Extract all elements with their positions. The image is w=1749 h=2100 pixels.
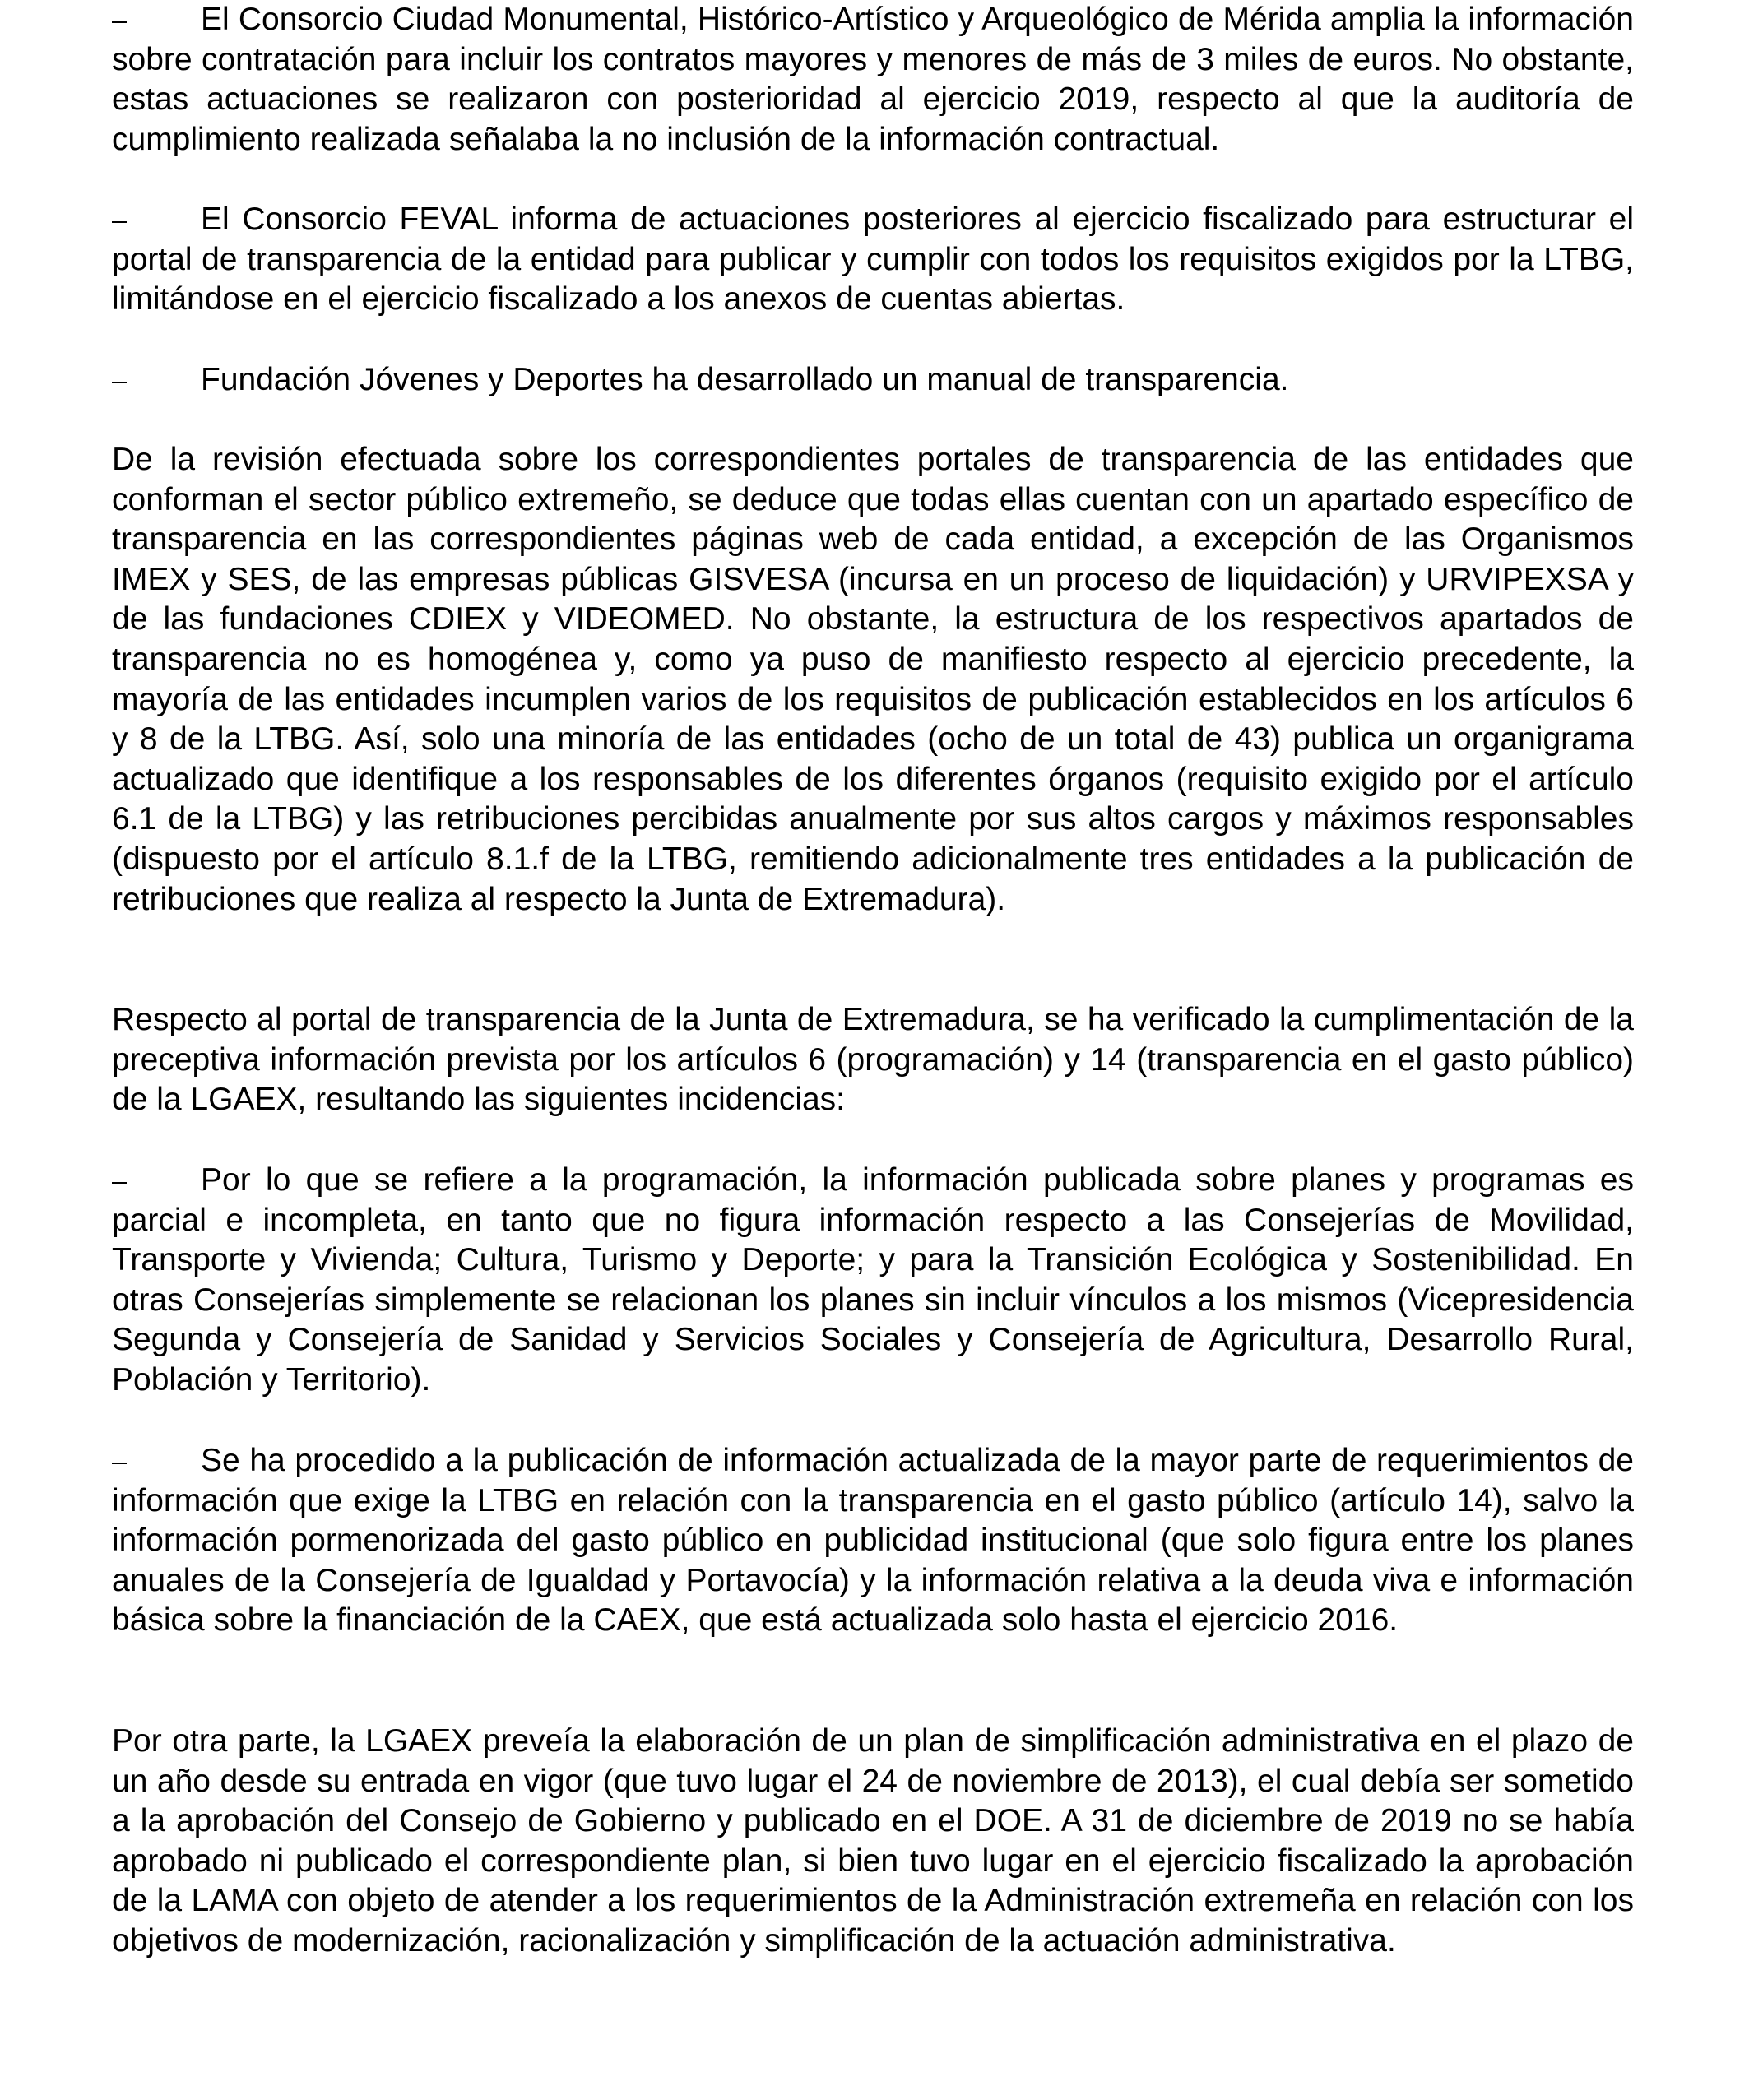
bullet-item-programacion <box>112 1161 1634 1401</box>
bullet-text: Fundación Jóvenes y Deportes ha desarrollado un manual de transparencia. <box>201 362 1289 397</box>
paragraph-revision-portales: De la revisión efectuada sobre los correspondientes portales de transparencia de las entidades que conforman el sector público extremeño, se deduce que todas ellas cuentan con un apartado específico de transparencia en las correspondientes páginas web de cada entidad, a excepción de las Organismos IMEX y SES, de las empresas públicas GISVESA (incursa en un proceso de liquidación) y URVIPEXSA y de las fundaciones CDIEX y VIDEOMED. No obstante, la estructura de los respectivos apartados de transparencia no es homogénea y, como ya puso de manifiesto respecto al ejercicio precedente, la mayoría de las entidades incumplen varios de los requisitos de publicación establecidos en los artículos 6 y 8 de la LTBG. Así, solo una minoría de las entidades (ocho de un total de 43) publica un organigrama actualizado que identifique a los responsables de los diferentes órganos (requisito exigido por el artículo 6.1 de la LTBG) y las retribuciones percibidas anualmente por sus altos cargos y máximos responsables (dispuesto por el artículo 8.1.f de la LTBG, remitiendo adicionalmente tres entidades a la publicación de retribuciones que realiza al respecto la Junta de Extremadura). <box>112 442 1634 917</box>
paragraph-portal-junta: Respecto al portal de transparencia de la Junta de Extremadura, se ha verificado la cumplimentación de la preceptiva información prevista por los artículos 6 (programación) y 14 (transparencia en el gasto público) de la LGAEX, resultando las siguientes incidencias: <box>112 1002 1634 1118</box>
bullet-text: Se ha procedido a la publicación de información actualizada de la mayor parte de requerimientos de información que exige la LTBG en relación con la transparencia en el gasto público (artículo 14), salvo la información pormenorizada del gasto público en publicidad institucional (que solo figura entre los planes anuales de la Consejería de Igualdad y Portavocía) y la información relativa a la deuda viva e información básica sobre la financiación de la CAEX, que está actualizada solo hasta el ejercicio 2016. <box>112 1443 1634 1639</box>
paragraph-simplificacion: Por otra parte, la LGAEX preveía la elaboración de un plan de simplificación administrativa en el plazo de un año desde su entrada en vigor (que tuvo lugar el 24 de noviembre de 2013), el cual debía ser sometido a la aprobación del Consejo de Gobierno y publicado en el DOE. A 31 de diciembre de 2019 no se había aprobado ni publicado el correspondiente plan, si bien tuvo lugar en el ejercicio fiscalizado la aprobación de la LAMA con objeto de atender a los requerimientos de la Administración extremeña en relación con los objetivos de modernización, racionalización y simplificación de la actuación administrativa. <box>112 1723 1634 1959</box>
bullet-text: Por lo que se refiere a la programación, la información publicada sobre planes y programas es parcial e incompleta, en tanto que no figura información respecto a las Consejerías de Movilidad, Transporte y Vivienda; Cultura, Turismo y Deporte; y para la Transición Ecológica y Sostenibilidad. En otras Consejerías simplemente se relacionan los planes sin incluir vínculos a los mismos (Vicepresidencia Segunda y Consejería de Sanidad y Servicios Sociales y Consejería de Agricultura, Desarrollo Rural, Población y Territorio). <box>112 1162 1634 1398</box>
bullet-item-consorcio-feval <box>112 200 1634 320</box>
bullet-item-fundacion-jovenes <box>112 360 1634 401</box>
bullet-item-gasto-publico <box>112 1441 1634 1641</box>
bullet-text: El Consorcio Ciudad Monumental, Histórico-Artístico y Arqueológico de Mérida amplia la información sobre contratación para incluir los contratos mayores y menores de más de 3 miles de euros. No obstante, estas actuaciones se realizaron con posterioridad al ejercicio 2019, respecto al que la auditoría de cumplimiento realizada señalaba la no inclusión de la información contractual. <box>112 2 1634 157</box>
bullet-item-consorcio-merida <box>112 0 1634 160</box>
bullet-text: El Consorcio FEVAL informa de actuaciones posteriores al ejercicio fiscalizado para estructurar el portal de transparencia de la entidad para publicar y cumplir con todos los requisitos exigidos por la LTBG, limitándose en el ejercicio fiscalizado a los anexos de cuentas abiertas. <box>112 202 1634 318</box>
